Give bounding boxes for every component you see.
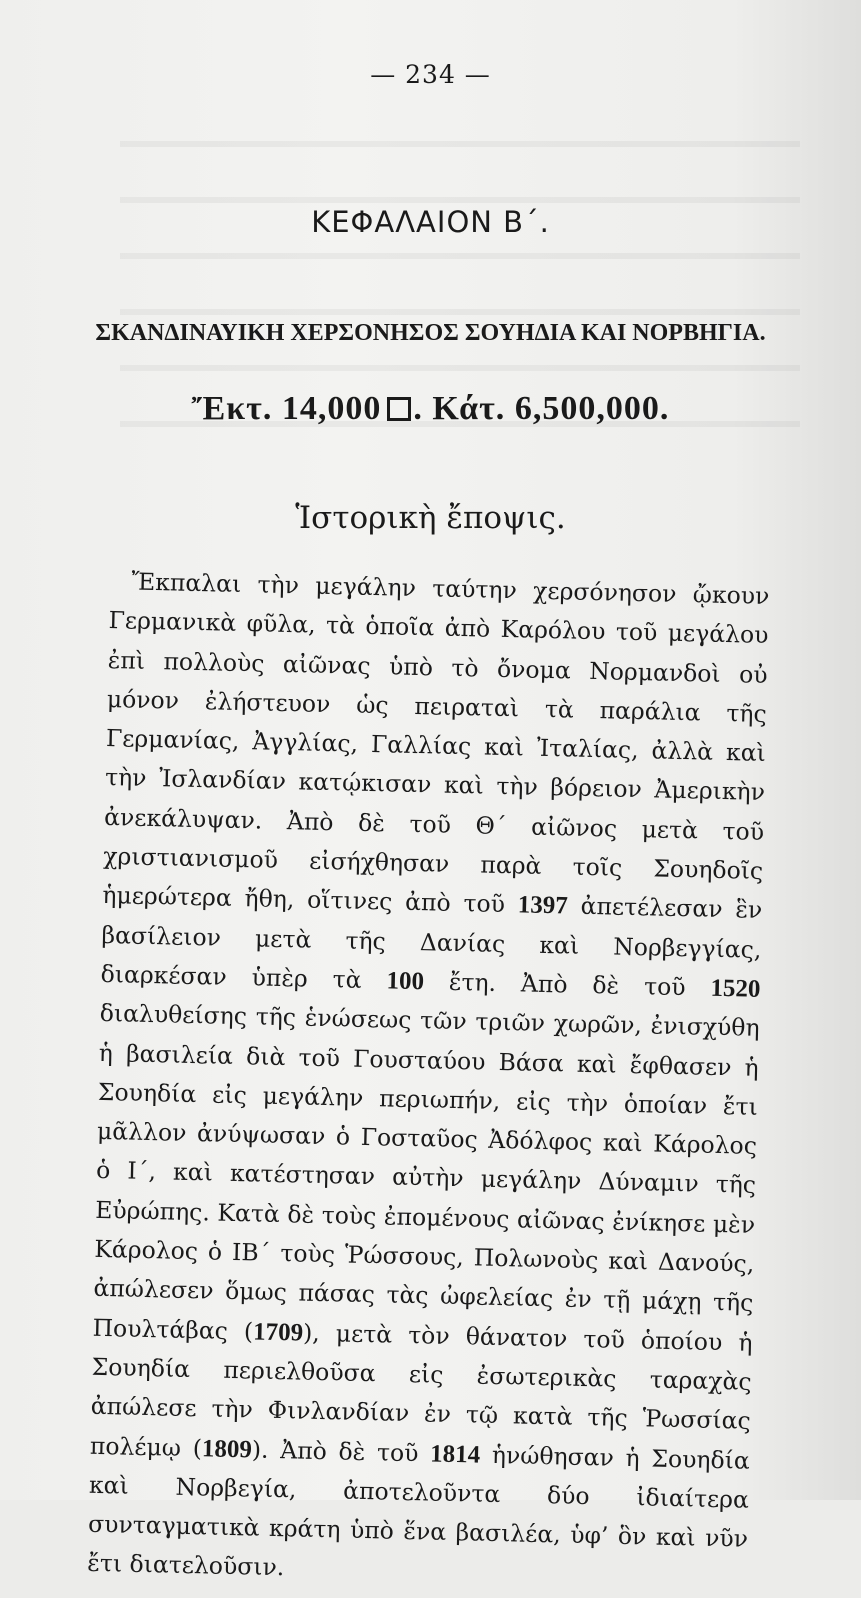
population-label: Κάτ. [432, 390, 506, 427]
area-value: 14,000 [281, 390, 382, 427]
paragraph-text: ἡνώθησαν ἡ Σουηδία καὶ Νορβεγία, ἀποτελοῦντα δύο ἰδιαίτερα συνταγματικὰ κράτη ὑπὸ ἕνα βασιλέα, ὑφ’ ὃν καὶ νῦν ἔτι διατελοῦσιν. [86, 1440, 751, 1582]
year-number: 1709 [252, 1318, 304, 1347]
year-number: 1814 [429, 1440, 481, 1469]
area-population-line: Ἔκτ. 14,000 . Κάτ. 6,500,000. [191, 390, 670, 427]
year-number: 1809 [201, 1434, 253, 1463]
history-paragraph [87, 562, 770, 1598]
subheading-historical-overview: Ἱστορικὴ ἔποψις. [295, 500, 566, 536]
paragraph-text: Ἔκπαλαι τὴν μεγάλην ταύτην χερσόνησον ᾤκουν Γερμανικὰ φῦλα, τὰ ὁποῖα ἀπὸ Καρόλου τοῦ μεγάλου ἐπὶ πολλοὺς αἰῶνας ὑπὸ τὸ ὄνομα Νορμανδοὶ οὐ μόνον ἐλήστευον ὡς πειραταὶ τὰ παράλια τῆς Γερμανίας, Ἀγγλίας, Γαλλίας καὶ Ἰταλίας, ἀλλὰ καὶ τὴν Ἰσλανδίαν κατῴκισαν καὶ τὴν βόρειον Ἀμερικὴν ἀνεκάλυψαν. Ἀπὸ δὲ τοῦ Θ΄ αἰῶνος μετὰ τοῦ χριστιανισμοῦ εἰσήχθησαν παρὰ τοῖς Σουηδοῖς ἡμερώτερα ἤθη, οἵτινες ἀπὸ τοῦ [102, 567, 770, 919]
paragraph-text: ἔτη. Ἀπὸ δὲ τοῦ [423, 967, 711, 1002]
paragraph-text: διαλυθείσης τῆς ἑνώσεως τῶν τριῶν χωρῶν, ἐνισχύθη ἡ βασιλεία διὰ τοῦ Γουσταύου Βάσα καὶ ἔφθασεν ἡ Σουηδία εἰς μεγάλην περιωπήν, εἰς τὴν ὁποίαν ἔτι μᾶλλον ἀνύψωσαν ὁ Γοσταῦος Ἀδόλφος καὶ Κάρολος ὁ Ι΄, καὶ κατέστησαν αὐτὴν μεγάλην Δύναμιν τῆς Εὐρώπης. Κατὰ δὲ τοὺς ἐπομένους αἰῶνας ἐνίκησε μὲν Κάρολος ὁ ΙΒ΄ τοὺς Ῥώσσους, Πολωνοὺς καὶ Δανούς, ἀπώλεσεν ὅμως πάσας τὰς ὠφελείας ἐν τῇ μάχῃ τῆς Πουλτάβας ( [92, 999, 760, 1346]
year-number: 1397 [517, 891, 569, 920]
paragraph-text: ). Ἀπὸ δὲ τοῦ [251, 1434, 431, 1468]
paragraph-text: ), μετὰ τὸν θάνατον τοῦ ὁποίου ἡ Σουηδία περιελθοῦσα εἰς ἐσωτερικὰς ταραχὰς ἀπώλεσε τὴν Φινλανδίαν ἐν τῷ κατὰ τῆς Ῥωσσίας πολέμῳ ( [89, 1318, 753, 1462]
square-unit-icon [387, 397, 411, 421]
paragraph-text: ἀπετέλεσαν ἓν βασίλειον μετὰ τῆς Δανίας καὶ Νορβεγγίας, διαρκέσαν ὑπὲρ τὰ [100, 891, 763, 995]
area-label: Ἔκτ. [191, 390, 273, 427]
chapter-title: ΚΕΦΑΛΑΙΟΝ Β΄. [311, 205, 550, 239]
section-title: ΣΚΑΝΔΙΝΑΥΙΚΗ ΧΕΡΣΟΝΗΣΟΣ ΣΟΥΗΔΙΑ ΚΑΙ ΝΟΡΒΗΓΙΑ. [95, 320, 766, 346]
population-value: 6,500,000. [514, 390, 670, 427]
year-count-number: 100 [386, 967, 425, 996]
page-number: — 234 — [370, 60, 491, 89]
year-number: 1520 [710, 974, 761, 1003]
